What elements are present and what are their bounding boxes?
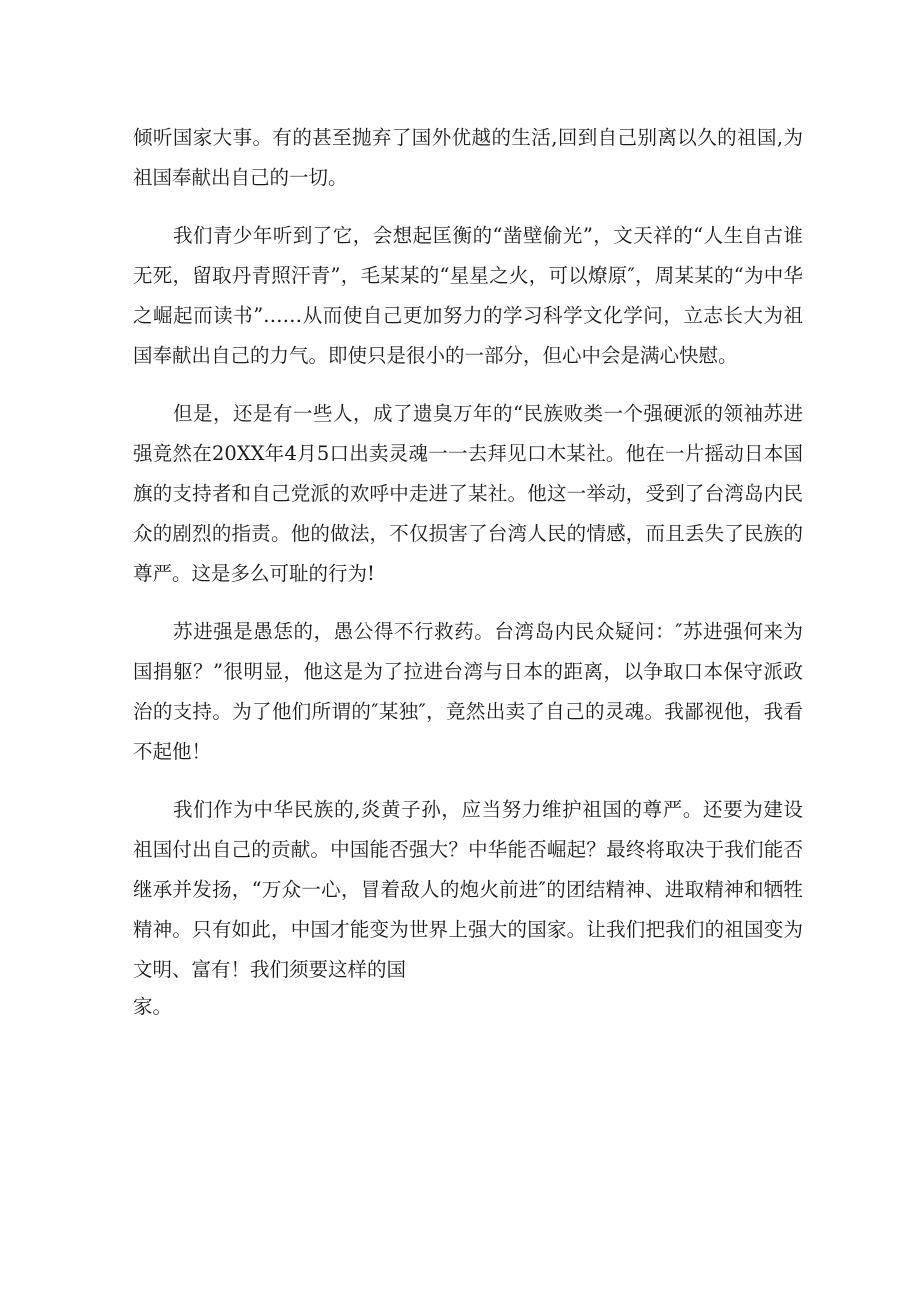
paragraph-4: 苏进强是愚恁的，愚公得不行救药。台湾岛内民众疑问：″苏进强何来为国捐躯？”很明显，他这是为了拉进台湾与日本的距离，以争取口本保守派政治的支持。为了他们所谓的″某独″，竟然出卖了自己的灵魂。我鄙视他，我看不起他！ — [133, 620, 803, 763]
paragraph-3: 但是，还是有一些人，成了遗臭万年的“民族败类一个强硬派的领袖苏进强竟然在20XX年4月5口出卖灵魂一一去拜见口木某社。他在一片摇动日本国旗的支持者和自己党派的欢呼中走进了某社。他这一举动，受到了台湾岛内民众的剧烈的指责。他的做法，不仅损害了台湾人民的情感，而且丢失了民族的尊严。这是多么可耻的行为! — [133, 402, 803, 585]
paragraph-1: 倾听国家大事。有的甚至抛弃了国外优越的生活,回到自己别离以久的祖国,为祖国奉献出自己的一切。 — [133, 126, 803, 189]
paragraph-5: 我们作为中华民族的,炎黄子孙，应当努力维护祖国的尊严。还要为建设祖国付出自己的贡献。中国能否强大？中华能否崛起？最终将取决于我们能否继承并发扬，“万众一心，冒着敌人的炮火前进″的团结精神、进取精神和牺牲精神。只有如此，中国才能变为世界上强大的国家。让我们把我们的祖国变为文明、富有！我们须要这样的国 — [133, 798, 803, 981]
document-body — [133, 118, 803, 1024]
paragraph-5-trailing-line: 家。 — [133, 995, 173, 1018]
paragraph-2: 我们青少年听到了它，会想起匡衡的“凿壁偷光”，文天祥的“人生自古谁无死，留取丹青照汗青”，毛某某的“星星之火，可以燎原″，周某某的“为中华之崛起而读书”……从而使自己更加努力的学习科学文化学问，立志长大为祖国奉献出自己的力气。即使只是很小的一部分，但心中会是满心快慰。 — [133, 224, 803, 367]
